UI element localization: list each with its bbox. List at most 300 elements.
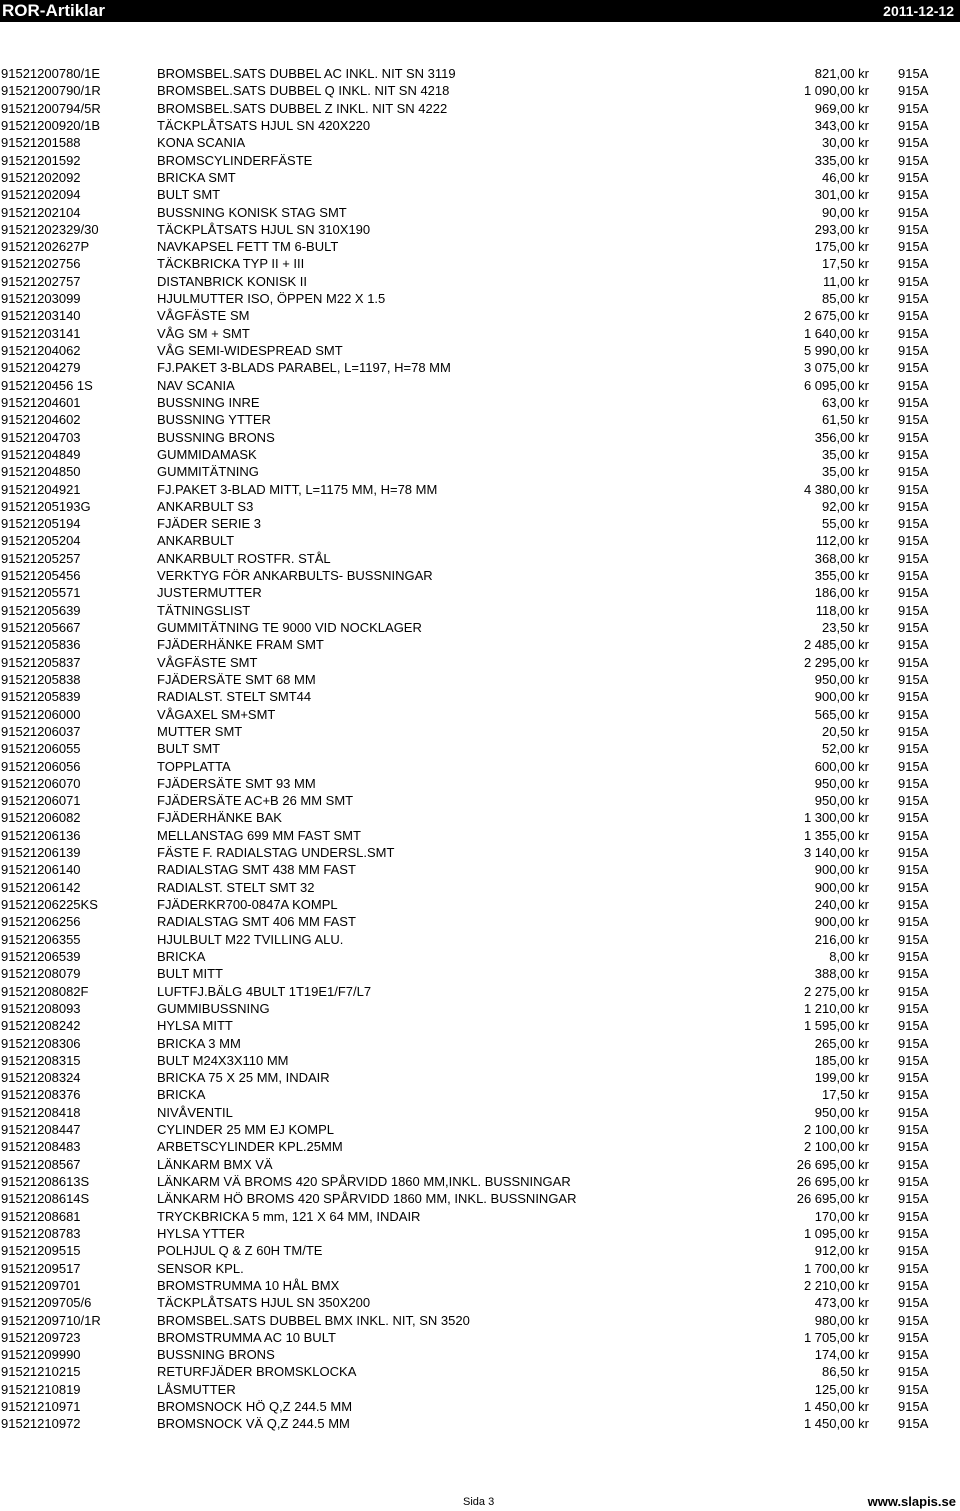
table-row (0, 134, 960, 151)
article-price: 1 300,00 kr (803, 810, 869, 826)
article-number: 91521209990 (1, 1347, 81, 1363)
table-row (0, 1294, 960, 1311)
article-number: 91521208783 (1, 1225, 81, 1241)
article-description: TRYCKBRICKA 5 mm, 121 X 64 MM, INDAIR (157, 1208, 421, 1224)
article-group: 915A (898, 671, 929, 687)
table-row (0, 221, 960, 238)
table-row (0, 879, 960, 896)
article-number: 91521206355 (1, 931, 81, 947)
table-row (0, 342, 960, 359)
article-group: 915A (898, 256, 929, 272)
table-row (0, 1190, 960, 1207)
article-description: BROMSBEL.SATS DUBBEL AC INKL. NIT SN 3119 (157, 66, 456, 81)
article-group: 915A (898, 1174, 929, 1189)
article-group: 915A (898, 1329, 929, 1345)
article-price: 473,00 kr (814, 1295, 869, 1311)
article-number: 91521206539 (1, 948, 81, 964)
article-number: 91521208681 (1, 1208, 81, 1224)
article-number: 91521204849 (1, 446, 81, 462)
article-number: 91521204602 (1, 412, 81, 428)
article-group: 915A (898, 620, 929, 635)
article-group: 915A (898, 1277, 929, 1293)
table-row (0, 1363, 960, 1380)
article-price: 980,00 kr (814, 1312, 869, 1328)
article-group: 915A (898, 1312, 929, 1328)
article-description: BULT M24X3X110 MM (157, 1052, 289, 1068)
article-number: 91521209517 (1, 1260, 81, 1276)
article-group: 915A (898, 810, 929, 826)
table-row (0, 1138, 960, 1155)
article-description: HJULMUTTER ISO, ÖPPEN M22 X 1.5 (157, 291, 386, 307)
article-description: BUSSNING INRE (157, 394, 260, 410)
article-number: 91521208483 (1, 1139, 81, 1155)
table-row (0, 1052, 960, 1069)
table-row (0, 100, 960, 117)
article-price: 969,00 kr (814, 100, 869, 116)
article-description: RADIALSTAG SMT 406 MM FAST (157, 914, 356, 930)
table-row (0, 844, 960, 861)
table-row (0, 931, 960, 948)
article-group: 915A (898, 1156, 929, 1172)
article-number: 91521205667 (1, 620, 81, 635)
article-description: BROMSCYLINDERFÄSTE (157, 152, 313, 168)
website-link[interactable]: www.slapis.se (867, 1494, 956, 1509)
page-number: Sida 3 (463, 1496, 495, 1508)
article-group: 915A (898, 1381, 929, 1397)
article-group: 915A (898, 343, 929, 358)
article-number: 91521208324 (1, 1070, 81, 1086)
article-description: VÅGFÄSTE SMT (157, 654, 258, 670)
article-price: 2 100,00 kr (803, 1139, 869, 1155)
article-price: 11,00 kr (822, 273, 869, 289)
article-price: 26 695,00 kr (796, 1156, 869, 1172)
article-description: BRICKA (157, 948, 206, 964)
article-description: KONA SCANIA (157, 135, 246, 151)
article-price: 900,00 kr (814, 862, 869, 878)
article-description: BROMSBEL.SATS DUBBEL Q INKL. NIT SN 4218 (157, 83, 450, 99)
article-number: 91521205456 (1, 568, 81, 584)
table-row (0, 498, 960, 515)
article-number: 91521200790/1R (1, 83, 101, 99)
article-price: 1 355,00 kr (803, 827, 869, 843)
table-row (0, 532, 960, 549)
article-number: 91521209723 (1, 1329, 81, 1345)
article-number: 91521206082 (1, 810, 81, 826)
table-row (0, 1329, 960, 1346)
table-row (0, 1017, 960, 1034)
article-group: 915A (898, 1191, 929, 1207)
article-group: 915A (898, 83, 929, 99)
article-number: 91521208376 (1, 1087, 81, 1103)
table-row (0, 1104, 960, 1121)
article-number: 91521204921 (1, 481, 81, 497)
article-price: 900,00 kr (814, 689, 869, 705)
article-group: 915A (898, 689, 929, 705)
table-row (0, 411, 960, 428)
table-row (0, 809, 960, 826)
article-number: 91521210971 (1, 1399, 81, 1415)
table-row (0, 896, 960, 913)
article-description: BROMSTRUMMA AC 10 BULT (157, 1329, 336, 1345)
table-row (0, 1381, 960, 1398)
article-number: 91521202104 (1, 204, 81, 220)
article-description: LÄNKARM VÄ BROMS 420 SPÅRVIDD 1860 MM,INKL. BUSSNINGAR (157, 1174, 571, 1189)
table-row (0, 290, 960, 307)
article-price: 1 450,00 kr (803, 1416, 869, 1432)
table-row (0, 82, 960, 99)
article-group: 915A (898, 1260, 929, 1276)
article-group: 915A (898, 1104, 929, 1120)
article-group: 915A (898, 637, 929, 653)
article-price: 63,00 kr (822, 394, 869, 410)
article-description: BUSSNING YTTER (157, 412, 271, 428)
article-number: 91521208315 (1, 1052, 81, 1068)
article-number: 91521206225KS (1, 897, 98, 912)
article-description: BRICKA 3 MM (157, 1035, 241, 1051)
article-description: LÅSMUTTER (157, 1381, 236, 1397)
table-row (0, 1069, 960, 1086)
article-price: 900,00 kr (814, 914, 869, 930)
article-group: 915A (898, 1035, 929, 1051)
article-description: GUMMIBUSSNING (157, 1000, 270, 1016)
article-group: 915A (898, 931, 929, 947)
article-number: 91521200780/1E (1, 66, 101, 81)
table-row (0, 740, 960, 757)
article-price: 112,00 kr (815, 533, 869, 549)
table-row (0, 948, 960, 965)
article-price: 86,50 kr (822, 1364, 869, 1380)
table-row (0, 1260, 960, 1277)
article-price: 92,00 kr (822, 498, 869, 514)
article-description: LÄNKARM BMX VÄ (157, 1156, 273, 1172)
article-number: 91521210972 (1, 1416, 81, 1432)
article-description: MELLANSTAG 699 MM FAST SMT (157, 827, 361, 843)
article-price: 293,00 kr (814, 221, 869, 237)
article-price: 388,00 kr (814, 966, 869, 982)
article-price: 20,50 kr (822, 723, 869, 739)
table-row (0, 706, 960, 723)
article-group: 915A (898, 429, 929, 445)
article-description: BROMSNOCK HÖ Q,Z 244.5 MM (157, 1399, 353, 1415)
article-description: VÅGFÄSTE SM (157, 308, 250, 324)
article-group: 915A (898, 1399, 929, 1415)
article-group: 915A (898, 845, 929, 861)
table-row (0, 1312, 960, 1329)
article-number: 91521202094 (1, 187, 81, 203)
article-number: 91521202757 (1, 273, 81, 289)
article-price: 265,00 kr (814, 1035, 869, 1051)
article-price: 23,50 kr (822, 620, 869, 635)
article-group: 915A (898, 948, 929, 964)
article-description: VÅGAXEL SM+SMT (157, 706, 276, 722)
article-group: 915A (898, 394, 929, 410)
article-price: 335,00 kr (814, 152, 869, 168)
article-price: 821,00 kr (814, 66, 869, 81)
article-price: 216,00 kr (814, 931, 869, 947)
article-number: 91521204703 (1, 429, 81, 445)
article-description: BROMSTRUMMA 10 HÅL BMX (157, 1277, 340, 1293)
article-description: RADIALST. STELT SMT 32 (157, 879, 315, 895)
article-description: TÄTNINGSLIST (157, 602, 251, 618)
article-description: RADIALST. STELT SMT44 (157, 689, 312, 705)
article-description: HJULBULT M22 TVILLING ALU. (157, 931, 344, 947)
article-description: BUSSNING BRONS (157, 429, 275, 445)
article-number: 91521208242 (1, 1018, 81, 1034)
table-row (0, 861, 960, 878)
article-number: 91521205194 (1, 516, 81, 532)
article-number: 91521209515 (1, 1243, 81, 1259)
article-description: ANKARBULT ROSTFR. STÅL (157, 550, 331, 566)
article-group: 915A (898, 412, 929, 428)
article-number: 91521209710/1R (1, 1312, 101, 1328)
article-number: 91521206139 (1, 845, 81, 861)
article-description: NAV SCANIA (157, 377, 235, 393)
article-group: 915A (898, 169, 929, 185)
article-description: BULT SMT (157, 741, 221, 757)
article-price: 175,00 kr (814, 239, 869, 255)
article-price: 118,00 kr (815, 602, 869, 618)
article-group: 915A (898, 758, 929, 774)
article-description: GUMMITÄTNING (157, 464, 259, 480)
article-price: 17,50 kr (822, 256, 869, 272)
article-group: 915A (898, 1243, 929, 1259)
table-row (0, 1242, 960, 1259)
table-row (0, 1086, 960, 1103)
table-row (0, 827, 960, 844)
article-description: FJÄDERSÄTE SMT 68 MM (157, 671, 316, 687)
article-price: 1 595,00 kr (803, 1018, 869, 1034)
article-price: 950,00 kr (814, 671, 869, 687)
article-price: 26 695,00 kr (796, 1191, 869, 1207)
article-price: 199,00 kr (814, 1070, 869, 1086)
table-row (0, 186, 960, 203)
table-row (0, 1121, 960, 1138)
article-price: 1 700,00 kr (803, 1260, 869, 1276)
article-price: 4 380,00 kr (803, 481, 869, 497)
article-group: 915A (898, 897, 929, 912)
article-group: 915A (898, 914, 929, 930)
article-description: BROMSBEL.SATS DUBBEL BMX INKL. NIT, SN 3520 (157, 1312, 470, 1328)
article-price: 17,50 kr (822, 1087, 869, 1103)
article-group: 915A (898, 793, 929, 809)
article-group: 915A (898, 135, 929, 151)
article-price: 1 705,00 kr (803, 1329, 869, 1345)
article-number: 91521206256 (1, 914, 81, 930)
page-header (0, 0, 960, 22)
article-price: 900,00 kr (814, 879, 869, 895)
article-group: 915A (898, 585, 929, 601)
article-group: 915A (898, 602, 929, 618)
table-row (0, 636, 960, 653)
article-description: TÄCKPLÅTSATS HJUL SN 310X190 (157, 221, 371, 237)
article-group: 915A (898, 100, 929, 116)
article-number: 91521200920/1B (1, 117, 101, 133)
article-group: 915A (898, 827, 929, 843)
article-group: 915A (898, 706, 929, 722)
article-number: 91521204850 (1, 464, 81, 480)
article-number: 91521210215 (1, 1364, 81, 1380)
article-number: 91521202756 (1, 256, 81, 272)
article-group: 915A (898, 550, 929, 566)
article-price: 46,00 kr (822, 169, 869, 185)
table-row (0, 1173, 960, 1190)
article-number: 91521205639 (1, 602, 81, 618)
article-description: BROMSNOCK VÄ Q,Z 244.5 MM (157, 1416, 350, 1432)
table-row (0, 65, 960, 82)
article-description: FJÄDER SERIE 3 (157, 516, 262, 532)
article-description: VERKTYG FÖR ANKARBULTS- BUSSNINGAR (157, 568, 433, 584)
article-price: 3 140,00 kr (803, 845, 869, 861)
table-row (0, 1415, 960, 1432)
table-row (0, 255, 960, 272)
article-number: 91521209701 (1, 1277, 81, 1293)
article-group: 915A (898, 1364, 929, 1380)
article-group: 915A (898, 654, 929, 670)
article-group: 915A (898, 221, 929, 237)
article-description: FJÄDERHÄNKE BAK (157, 810, 282, 826)
article-price: 2 210,00 kr (803, 1277, 869, 1293)
article-number: 91521204279 (1, 360, 81, 376)
article-number: 91521205839 (1, 689, 81, 705)
article-number: 91521203099 (1, 291, 81, 307)
table-row (0, 775, 960, 792)
article-price: 2 485,00 kr (803, 637, 869, 653)
article-description: TÄCKBRICKA TYP II + III (157, 256, 305, 272)
article-description: BUSSNING BRONS (157, 1347, 275, 1363)
table-row (0, 1000, 960, 1017)
article-number: 91521208447 (1, 1122, 81, 1138)
article-price: 55,00 kr (822, 516, 869, 532)
article-group: 915A (898, 377, 929, 393)
table-row (0, 169, 960, 186)
article-description: HYLSA MITT (157, 1018, 233, 1034)
article-group: 915A (898, 1070, 929, 1086)
article-price: 90,00 kr (822, 204, 869, 220)
article-number: 91521201588 (1, 135, 81, 151)
article-description: FJÄDERHÄNKE FRAM SMT (157, 637, 324, 653)
table-row (0, 1035, 960, 1052)
article-price: 600,00 kr (814, 758, 869, 774)
article-number: 91521201592 (1, 152, 81, 168)
article-description: FJÄDERSÄTE AC+B 26 MM SMT (157, 793, 354, 809)
table-row (0, 1225, 960, 1242)
table-row (0, 688, 960, 705)
article-price: 240,00 kr (814, 897, 869, 912)
table-row (0, 429, 960, 446)
article-price: 2 675,00 kr (803, 308, 869, 324)
article-price: 1 210,00 kr (803, 1000, 869, 1016)
article-price: 30,00 kr (822, 135, 869, 151)
article-number: 91521208567 (1, 1156, 81, 1172)
table-row (0, 394, 960, 411)
article-number: 91521206000 (1, 706, 81, 722)
table-row (0, 515, 960, 532)
article-group: 915A (898, 464, 929, 480)
article-group: 915A (898, 66, 929, 81)
table-row (0, 550, 960, 567)
article-description: BULT MITT (157, 966, 223, 982)
article-group: 915A (898, 446, 929, 462)
article-group: 915A (898, 187, 929, 203)
article-number: 91521202627P (1, 239, 90, 255)
article-number: 91521202329/30 (1, 221, 99, 237)
article-number: 91521208079 (1, 966, 81, 982)
article-price: 1 450,00 kr (803, 1399, 869, 1415)
article-description: NIVÅVENTIL (157, 1104, 233, 1120)
article-number: 91521205838 (1, 671, 81, 687)
article-number: 9152120456 1S (1, 377, 93, 393)
article-number: 91521206142 (1, 879, 81, 895)
article-description: TOPPLATTA (157, 758, 231, 774)
article-number: 91521204062 (1, 343, 81, 358)
article-group: 915A (898, 481, 929, 497)
article-number: 91521205836 (1, 637, 81, 653)
table-row (0, 567, 960, 584)
article-price: 6 095,00 kr (803, 377, 869, 393)
article-price: 3 075,00 kr (803, 360, 869, 376)
article-description: VÅG SEMI-WIDESPREAD SMT (157, 343, 343, 358)
article-description: POLHJUL Q & Z 60H TM/TE (157, 1243, 323, 1259)
article-number: 91521208093 (1, 1000, 81, 1016)
article-price: 174,00 kr (814, 1347, 869, 1363)
article-price: 950,00 kr (814, 793, 869, 809)
article-price: 61,50 kr (822, 412, 869, 428)
article-group: 915A (898, 239, 929, 255)
article-number: 91521205571 (1, 585, 81, 601)
article-group: 915A (898, 204, 929, 220)
article-description: LÄNKARM HÖ BROMS 420 SPÅRVIDD 1860 MM, INKL. BUSSNINGAR (157, 1191, 577, 1207)
article-description: ARBETSCYLINDER KPL.25MM (157, 1139, 343, 1155)
article-number: 91521210819 (1, 1381, 81, 1397)
article-number: 91521203140 (1, 308, 81, 324)
article-description: FJÄDERKR700-0847A KOMPL (157, 897, 338, 912)
article-description: SENSOR KPL. (157, 1260, 244, 1276)
article-price: 912,00 kr (814, 1243, 869, 1259)
article-description: FJ.PAKET 3-BLAD MITT, L=1175 MM, H=78 MM (157, 481, 438, 497)
table-row (0, 1398, 960, 1415)
article-price: 355,00 kr (814, 568, 869, 584)
article-description: GUMMIDAMASK (157, 446, 257, 462)
article-group: 915A (898, 568, 929, 584)
article-group: 915A (898, 1052, 929, 1068)
article-group: 915A (898, 1347, 929, 1363)
article-group: 915A (898, 533, 929, 549)
article-group: 915A (898, 360, 929, 376)
article-number: 91521208306 (1, 1035, 81, 1051)
article-price: 950,00 kr (814, 775, 869, 791)
table-row (0, 584, 960, 601)
article-description: FJ.PAKET 3-BLADS PARABEL, L=1197, H=78 MM (157, 360, 451, 376)
article-number: 91521202092 (1, 169, 81, 185)
document-title: ROR-Artiklar (2, 1, 105, 20)
article-description: RADIALSTAG SMT 438 MM FAST (157, 862, 356, 878)
article-description: BROMSBEL.SATS DUBBEL Z INKL. NIT SN 4222 (157, 100, 448, 116)
table-row (0, 463, 960, 480)
article-group: 915A (898, 1122, 929, 1138)
table-row (0, 1156, 960, 1173)
article-group: 915A (898, 1225, 929, 1241)
article-group: 915A (898, 723, 929, 739)
article-description: NAVKAPSEL FETT TM 6-BULT (157, 239, 339, 255)
table-row (0, 204, 960, 221)
article-price: 301,00 kr (814, 187, 869, 203)
article-price: 5 990,00 kr (803, 343, 869, 358)
article-group: 915A (898, 1018, 929, 1034)
article-description: RETURFJÄDER BROMSKLOCKA (157, 1364, 357, 1380)
article-description: HYLSA YTTER (157, 1225, 245, 1241)
article-number: 91521208614S (1, 1191, 90, 1207)
article-group: 915A (898, 117, 929, 133)
